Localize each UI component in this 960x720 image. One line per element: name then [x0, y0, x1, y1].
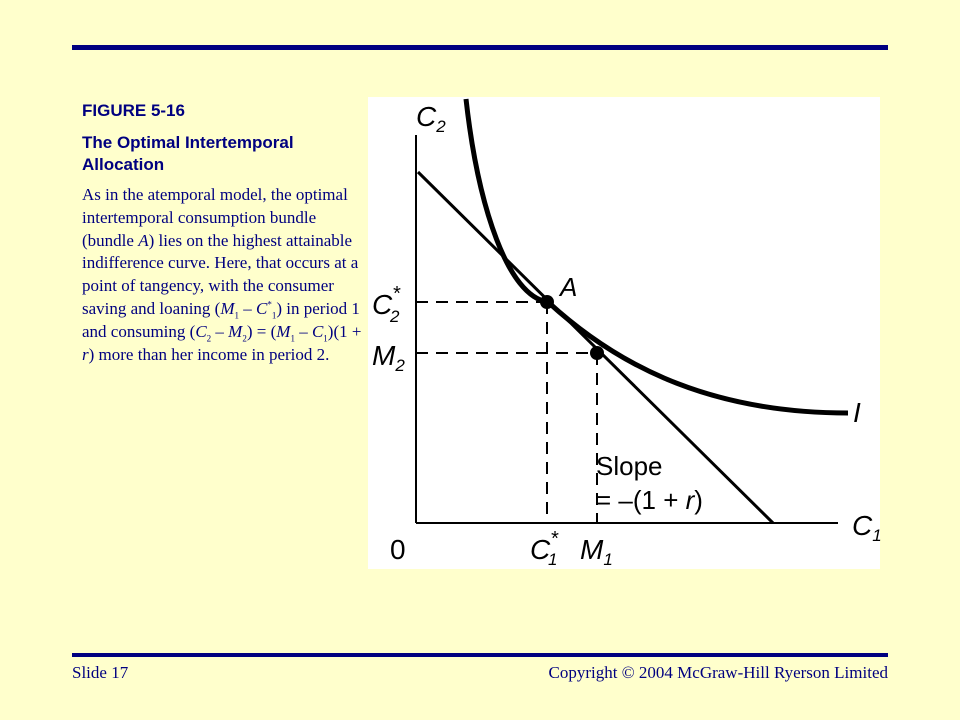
- m1-label: $M_1$: [580, 534, 613, 569]
- bottom-rule: [72, 653, 888, 657]
- indifference-curve: [466, 99, 848, 413]
- figure-title: The Optimal Intertemporal Allocation: [82, 133, 294, 174]
- y-axis-label: $C_2$: [416, 101, 446, 136]
- point-a: [540, 295, 554, 309]
- c1-star-label: C* 1: [530, 528, 559, 569]
- m2-label: $M_2$: [372, 340, 405, 375]
- copyright-notice: Copyright © 2004 McGraw-Hill Ryerson Limited: [548, 663, 888, 682]
- endowment-point: [590, 346, 604, 360]
- top-rule: [72, 45, 888, 50]
- x-axis-label: $C_1$: [852, 510, 882, 545]
- figure-number: FIGURE 5-16: [82, 101, 185, 120]
- figure-caption: As in the atemporal model, the optimal intertemporal consumption bundle (bundle A) lies on the highest attainable indifference curve. Here, that occurs at a point of tangency, with the consumer saving and loaning $(M_1 - C^*_1)$ in period 1 and consuming $(C_2 - M_2) = (M_1 - C_1)(1 + r)$ more than her income in period 2.: [82, 185, 362, 364]
- point-a-label: A: [560, 272, 578, 302]
- c2-star-label: C* 2: [372, 283, 401, 326]
- slide-number: Slide 17: [72, 663, 129, 682]
- intertemporal-diagram: [368, 97, 880, 569]
- slope-label-line1: Slope: [596, 451, 663, 481]
- origin-label: 0: [390, 534, 406, 565]
- indifference-curve-label: I: [853, 397, 861, 428]
- slope-label-line2: = –(1 + r): [596, 485, 703, 515]
